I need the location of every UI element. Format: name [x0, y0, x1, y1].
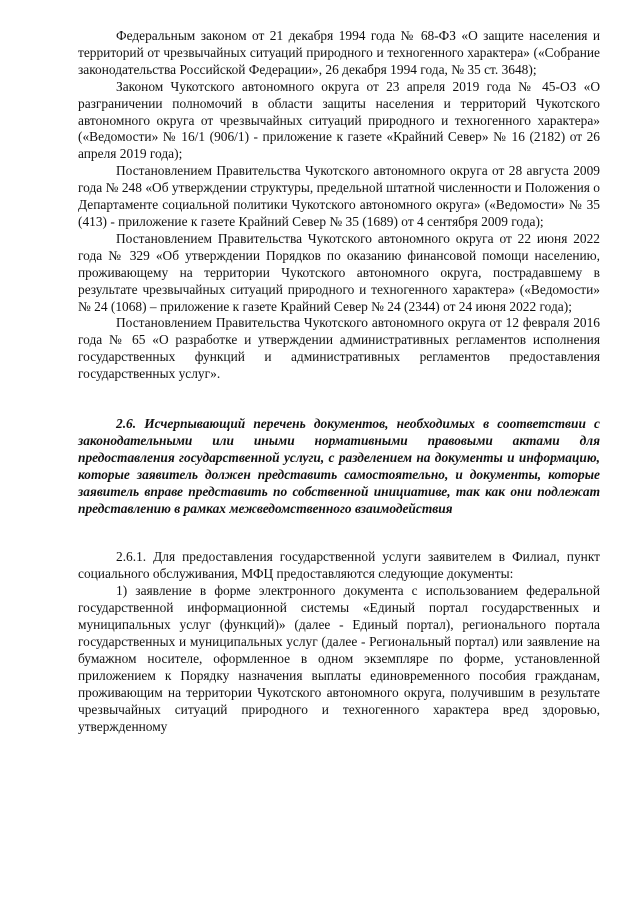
paragraph-item-1: 1) заявление в форме электронного документа с использованием федеральной государственной информационной системы «Единый портал государственных и муниципальных услуг (функций)» (далее - Единый портал), регионального портала государственных и муниципальных услуг (далее - Региональный портал) или заявление на бумажном носителе, оформленное в одном экземпляре по форме, установленной приложением к Порядку назначения выплаты единовременного пособия гражданам, проживающим на территории Чукотского автономного округа, получившим в результате чрезвычайных ситуаций природного и техногенного характера вред здоровью, утвержденному [78, 583, 600, 734]
paragraph-federal-law: Федеральным законом от 21 декабря 1994 года № 68-ФЗ «О защите населения и территорий от чрезвычайных ситуаций природного и техногенного характера» («Собрание законодательства Российской Федерации», 26 декабря 1994 года, № 35 ст. 3648); [78, 28, 600, 77]
paragraph-2-6-1: 2.6.1. Для предоставления государственной услуги заявителем в Филиал, пункт социального обслуживания, МФЦ предоставляются следующие документы: [78, 549, 600, 582]
paragraph-resolution-329: Постановлением Правительства Чукотского автономного округа от 22 июня 2022 года № 329 «Об утверждении Порядков по оказанию финансовой помощи населению, проживающему на территории Чукотского автономного округа, пострадавшему в результате чрезвычайных ситуаций природного и техногенного характера» («Ведомости» № 24 (1068) – приложение к газете Крайний Север № 24 (2344) от 24 июня 2022 года); [78, 230, 600, 314]
paragraph-resolution-248: Постановлением Правительства Чукотского автономного округа от 28 августа 2009 года № 248 «Об утверждении структуры, предельной штатной численности и Положения о Департаменте социальной политики Чукотского автономного округа» («Ведомости» № 35 (413) - приложение к газете Крайний Север № 35 (1689) от 4 сентября 2009 года); [78, 163, 600, 229]
paragraph-resolution-65: Постановлением Правительства Чукотского автономного округа от 12 февраля 2016 года № 65 «О разработке и утверждении административных регламентов исполнения государственных функций и административных регламентов предоставления государственных услуг». [78, 315, 600, 382]
paragraph-chukotka-law: Законом Чукотского автономного округа от 23 апреля 2019 года № 45-ОЗ «О разграничении полномочий в области защиты населения и территорий Чукотского автономного округа от чрезвычайных ситуаций природного и техногенного характера» («Ведомости» № 16/1 (906/1) - приложение к газете «Крайний Север» № 16 (2182) от 26 апреля 2019 года); [78, 78, 600, 162]
document-page [78, 28, 600, 735]
section-heading-2-6: 2.6. Исчерпывающий перечень документов, необходимых в соответствии с законодательными или иными нормативными правовыми актами для предоставления государственной услуги, с разделением на документы и информацию, которые заявитель должен представить самостоятельно, и документы, которые заявитель вправе представить по собственной инициативе, так как они подлежат представлению в рамках межведомственного взаимодействия [78, 416, 600, 516]
